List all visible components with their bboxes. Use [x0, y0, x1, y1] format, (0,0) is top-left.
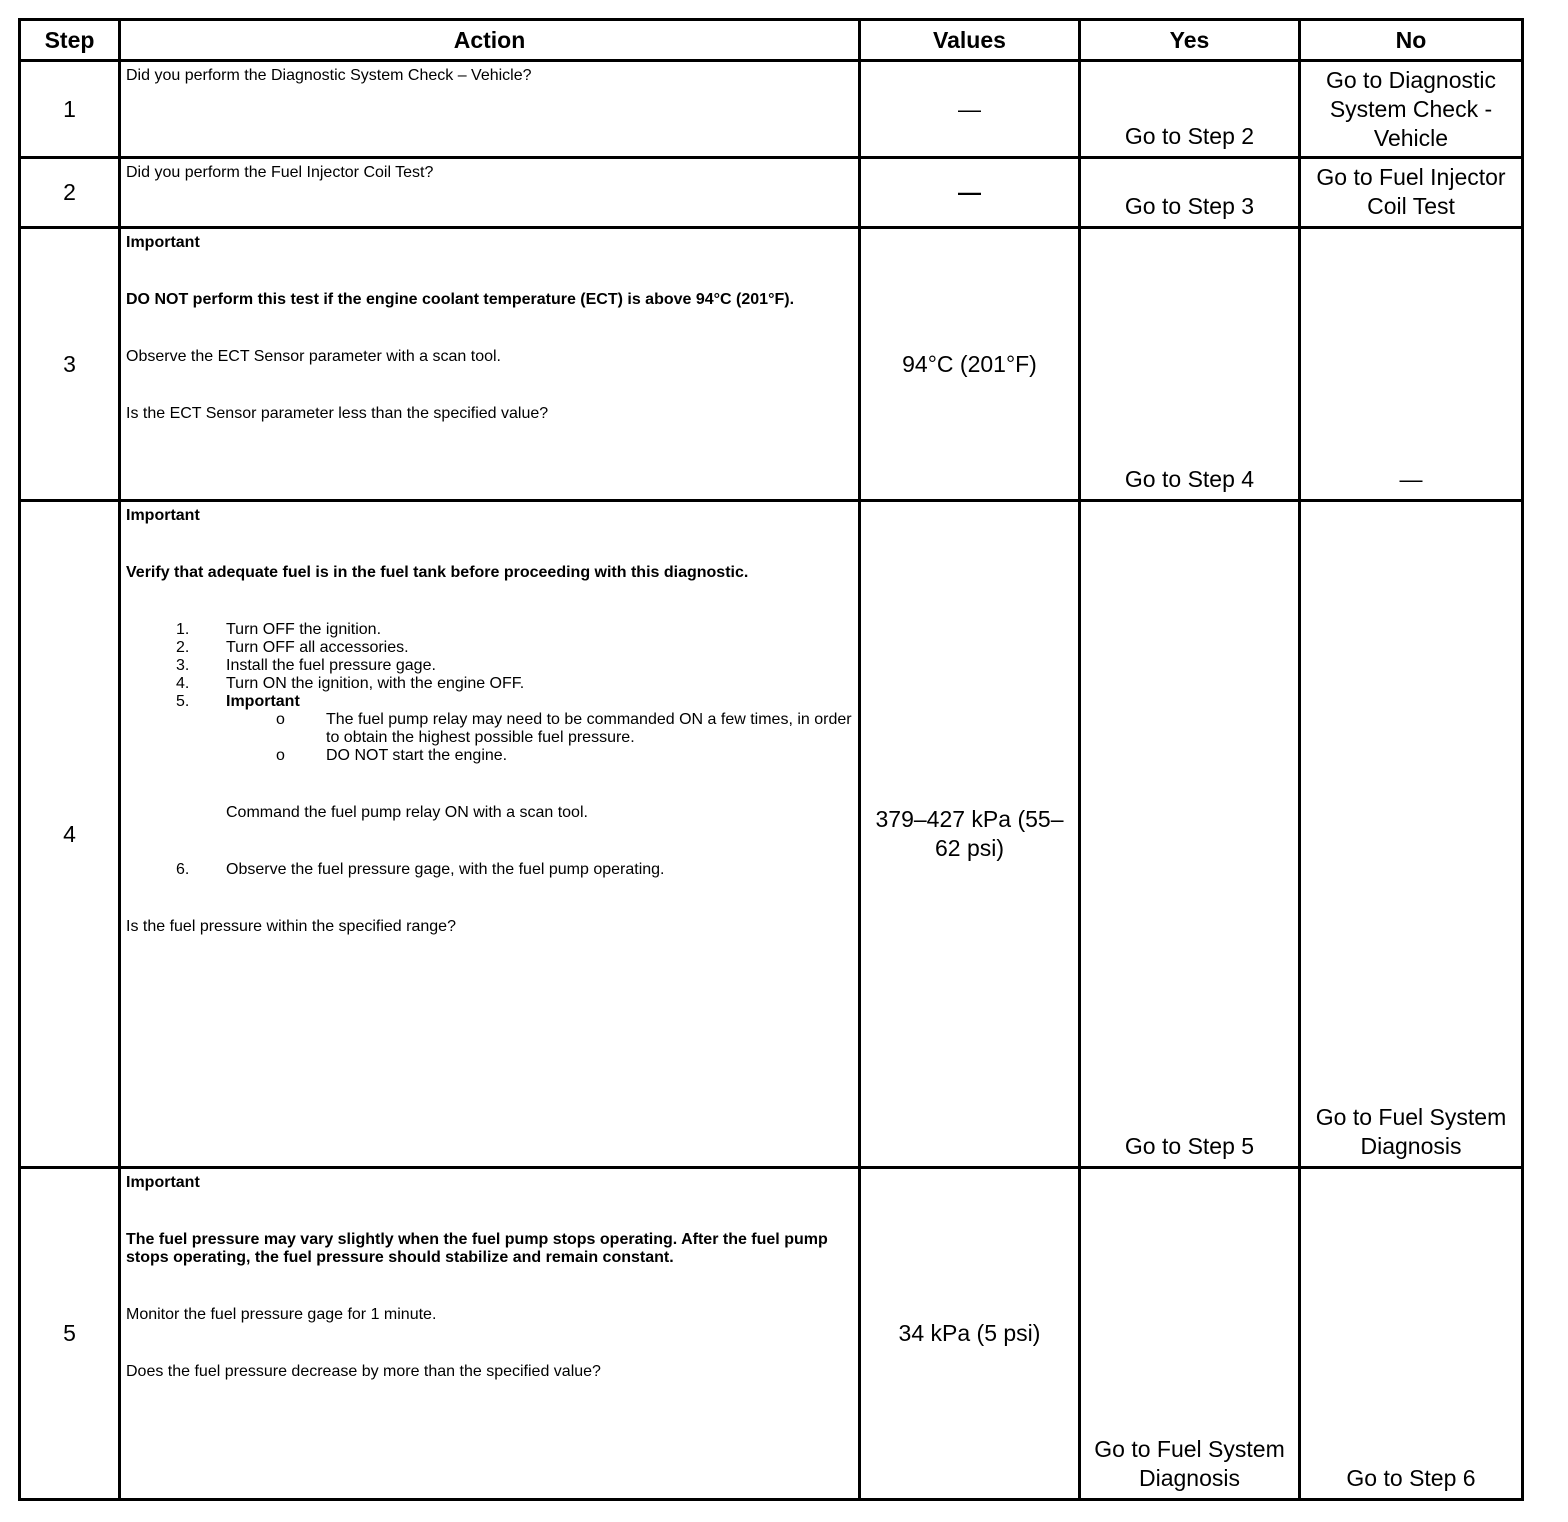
- yes-cell: [1080, 61, 1300, 158]
- action-cell: [120, 501, 860, 1168]
- question-text: Is the fuel pressure within the specified range?: [126, 918, 456, 935]
- yes-cell: [1080, 158, 1300, 228]
- table-row-step-5: [20, 1168, 1523, 1500]
- no-link[interactable]: Go to Fuel Injector Coil Test: [1316, 164, 1506, 219]
- question-text: Is the ECT Sensor parameter less than the specified value?: [126, 405, 549, 422]
- step-number: 4: [20, 501, 120, 1168]
- sub-instruction: Command the fuel pump relay ON with a scan tool.: [226, 804, 588, 821]
- list-item: 4. Turn ON the ignition, with the engine OFF.: [176, 675, 525, 692]
- yes-cell: [1080, 228, 1300, 501]
- table-row-step-2: [20, 158, 1523, 228]
- step-number: 1: [20, 61, 120, 158]
- value-cell: —: [860, 158, 1080, 228]
- header-step: Step: [20, 20, 120, 61]
- no-cell: [1300, 228, 1523, 501]
- step-number: 3: [20, 228, 120, 501]
- question-text: Did you perform the Fuel Injector Coil Test?: [126, 164, 434, 181]
- action-cell: [120, 1168, 860, 1500]
- value-cell: 94°C (201°F): [860, 228, 1080, 501]
- list-item: 1. Turn OFF the ignition.: [176, 621, 382, 638]
- table-row-step-4: [20, 501, 1523, 1168]
- header-yes: Yes: [1080, 20, 1300, 61]
- yes-link[interactable]: Go to Step 5: [1124, 1133, 1255, 1159]
- sub-important-label: Important: [226, 693, 300, 710]
- yes-link[interactable]: Go to Step 2: [1124, 123, 1255, 149]
- instruction-text: Monitor the fuel pressure gage for 1 minute.: [126, 1306, 437, 1323]
- value-cell: —: [860, 61, 1080, 158]
- list-item: 5. Important o The fuel pump relay may need to be commanded ON a few times, in order to obtain the highest possible fuel pressure. o DO NOT start the engine. Command the fuel pump relay ON with a scan tool.: [176, 693, 854, 861]
- important-text: Verify that adequate fuel is in the fuel tank before proceeding with this diagnostic.: [126, 564, 749, 581]
- no-cell: [1300, 158, 1523, 228]
- no-link[interactable]: Go to Step 6: [1346, 1465, 1476, 1491]
- step-number: 5: [20, 1168, 120, 1500]
- important-label: Important: [126, 1174, 200, 1191]
- yes-cell: [1080, 1168, 1300, 1500]
- header-action: Action: [120, 20, 860, 61]
- yes-cell: [1080, 501, 1300, 1168]
- no-link: —: [1399, 466, 1423, 492]
- no-cell: [1300, 501, 1523, 1168]
- no-cell: [1300, 1168, 1523, 1500]
- list-item: 6. Observe the fuel pressure gage, with the fuel pump operating.: [176, 861, 665, 878]
- instruction-text: Observe the ECT Sensor parameter with a scan tool.: [126, 348, 501, 365]
- action-cell: [120, 228, 860, 501]
- list-item: 3. Install the fuel pressure gage.: [176, 657, 436, 674]
- table-row-step-3: [20, 228, 1523, 501]
- bullet-item: o DO NOT start the engine.: [276, 747, 508, 764]
- important-label: Important: [126, 507, 200, 524]
- value-cell: 379–427 kPa (55–62 psi): [860, 501, 1080, 1168]
- no-link[interactable]: Go to Diagnostic System Check - Vehicle: [1325, 67, 1497, 151]
- step-number: 2: [20, 158, 120, 228]
- value-cell: 34 kPa (5 psi): [860, 1168, 1080, 1500]
- question-text: Did you perform the Diagnostic System Check – Vehicle?: [126, 67, 532, 84]
- header-no: No: [1300, 20, 1523, 61]
- no-link[interactable]: Go to Fuel System Diagnosis: [1315, 1104, 1507, 1159]
- sub-bullet-list: [226, 711, 854, 765]
- important-text: The fuel pressure may vary slightly when the fuel pump stops operating. After the fuel pump stops operating, the fuel pressure should stabilize and remain constant.: [126, 1231, 828, 1266]
- yes-link[interactable]: Go to Step 3: [1124, 193, 1255, 219]
- header-row: [20, 20, 1523, 61]
- no-cell: [1300, 61, 1523, 158]
- important-label: Important: [126, 234, 200, 251]
- diagnostic-table: [18, 18, 1524, 1501]
- action-cell: [120, 61, 860, 158]
- header-values: Values: [860, 20, 1080, 61]
- question-text: Does the fuel pressure decrease by more than the specified value?: [126, 1363, 601, 1380]
- list-item: 2. Turn OFF all accessories.: [176, 639, 409, 656]
- bullet-item: o The fuel pump relay may need to be commanded ON a few times, in order to obtain the highest possible fuel pressure.: [276, 711, 852, 746]
- action-cell: [120, 158, 860, 228]
- table-row-step-1: [20, 61, 1523, 158]
- yes-link[interactable]: Go to Step 4: [1124, 466, 1255, 492]
- yes-link[interactable]: Go to Fuel System Diagnosis: [1094, 1436, 1285, 1491]
- important-text: DO NOT perform this test if the engine coolant temperature (ECT) is above 94°C (201°F).: [126, 291, 795, 308]
- procedure-list: [126, 621, 854, 879]
